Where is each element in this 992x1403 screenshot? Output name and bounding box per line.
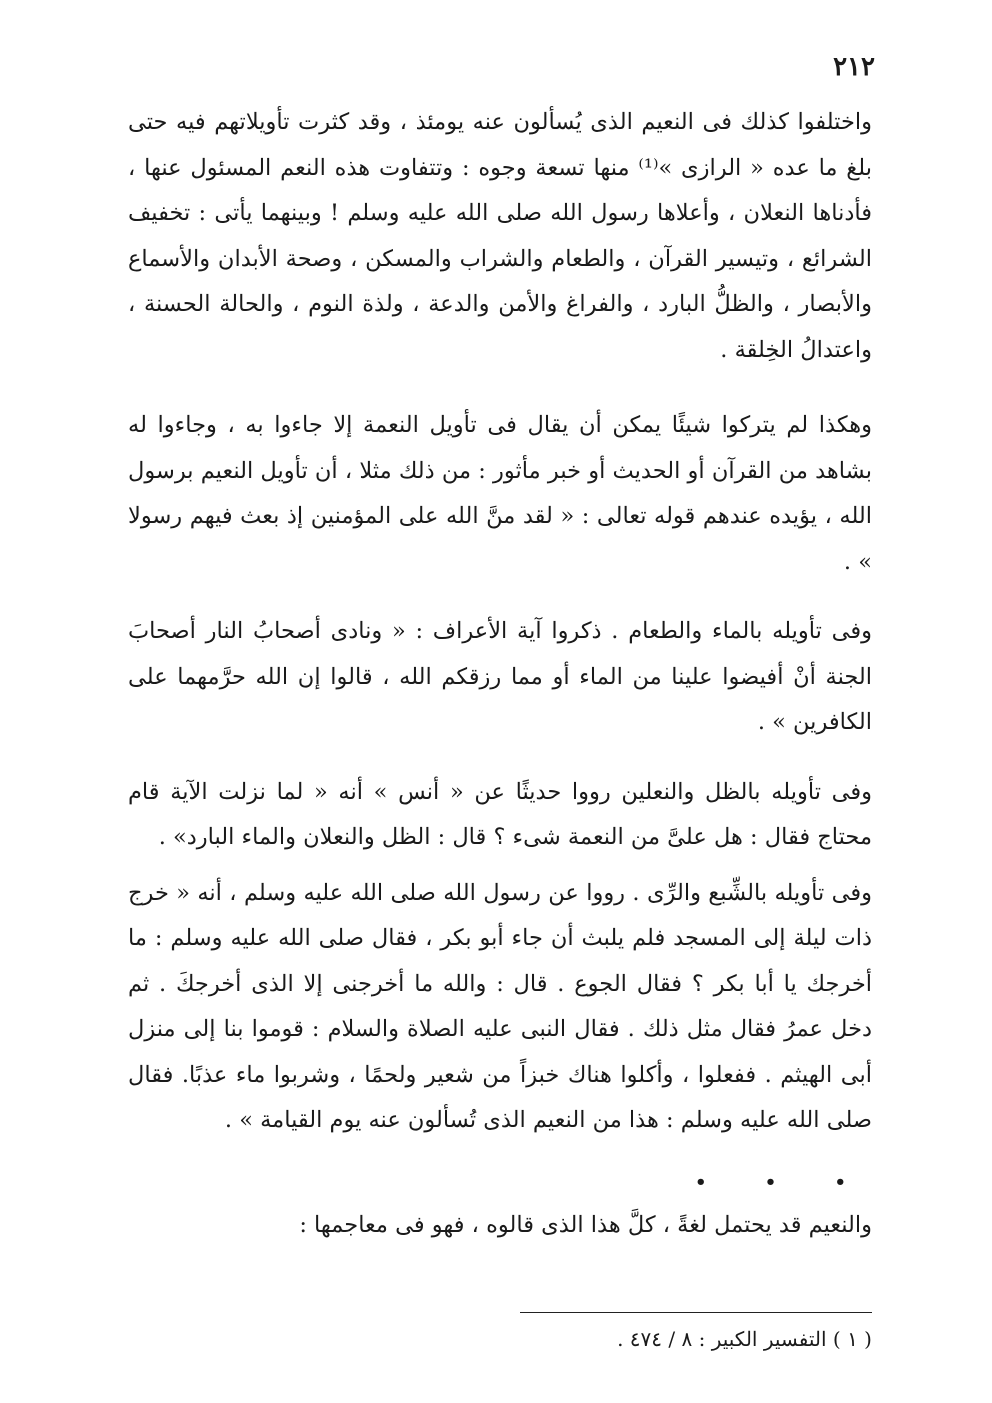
paragraph-shade-sandals: وفى تأويله بالظل والنعلين رووا حديثًا عن « أنس » أنه « لما نزلت الآية قام محتاج فقال : هل علىَّ من النعمة شىء ؟ قال : الظل والنعلان والماء البارد» . bbox=[128, 778, 872, 850]
page-number: ٢١٢ bbox=[833, 52, 875, 82]
paragraph-language: والنعيم قد يحتمل لغةً ، كلَّ هذا الذى قالوه ، فهو فى معاجمها : bbox=[299, 1211, 872, 1238]
paragraph-interpretations: واختلفوا كذلك فى النعيم الذى يُسألون عنه يومئذ ، وقد كثرت تأويلاتهم فيه حتى بلغ ما عده « الرازى »⁽¹⁾ منها تسعة وجوه : وتتفاوت هذه النعم المسئول عنها ، فأدناها النعلان ، وأعلاها رسول الله صلى الله عليه وسلم ! وبينهما يأتى : تخفيف الشرائع ، وتيسير القرآن ، والطعام والشراب والمسكن ، وصحة الأبدان والأسماع والأبصار ، والظلُّ البارد ، والفراغ والأمن والدعة ، ولذة النوم ، والحالة الحسنة ، واعتدالُ الخِلقة . bbox=[128, 109, 872, 363]
paragraph-evidence: وهكذا لم يتركوا شيئًا يمكن أن يقال فى تأويل النعمة إلا جاءوا به ، وجاءوا له بشاهد من القرآن أو الحديث أو خبر مأثور : من ذلك مثلا ، أن تأويل النعيم برسول الله ، يؤيده عندهم قوله تعالى : « لقد منَّ الله على المؤمنين إذ بعث فيهم رسولا » . bbox=[128, 412, 872, 575]
section-ornament: • • • bbox=[694, 1171, 872, 1193]
paragraph-satiety: وفى تأويله بالشِّبع والرِّى . رووا عن رسول الله صلى الله عليه وسلم ، أنه « خرج ذات ليلة إلى المسجد فلم يلبث أن جاء أبو بكر ، فقال صلى الله عليه وسلم : ما أخرجك يا أبا بكر ؟ فقال الجوع . قال : والله ما أخرجنى إلا الذى أخرجكَ . ثم دخل عمرُ فقال مثل ذلك . فقال النبى عليه الصلاة والسلام : قوموا بنا إلى منزل أبى الهيثم . ففعلوا ، وأكلوا هناك خبزاً من شعير ولحمًا ، وشربوا ماء عذبًا. فقال صلى الله عليه وسلم : هذا من النعيم الذى تُسألون عنه يوم القيامة » . bbox=[128, 879, 872, 1133]
paragraph-water-food: وفى تأويله بالماء والطعام . ذكروا آية الأعراف : « ونادى أصحابُ النار أصحابَ الجنة أنْ أفيضوا علينا من الماء أو مما رزقكم الله ، قالوا إن الله حرَّمهما على الكافرين » . bbox=[128, 618, 872, 735]
body-text bbox=[128, 100, 872, 1248]
footnote: ( ١ ) التفسير الكبير : ٨ / ٤٧٤ . bbox=[520, 1312, 872, 1351]
